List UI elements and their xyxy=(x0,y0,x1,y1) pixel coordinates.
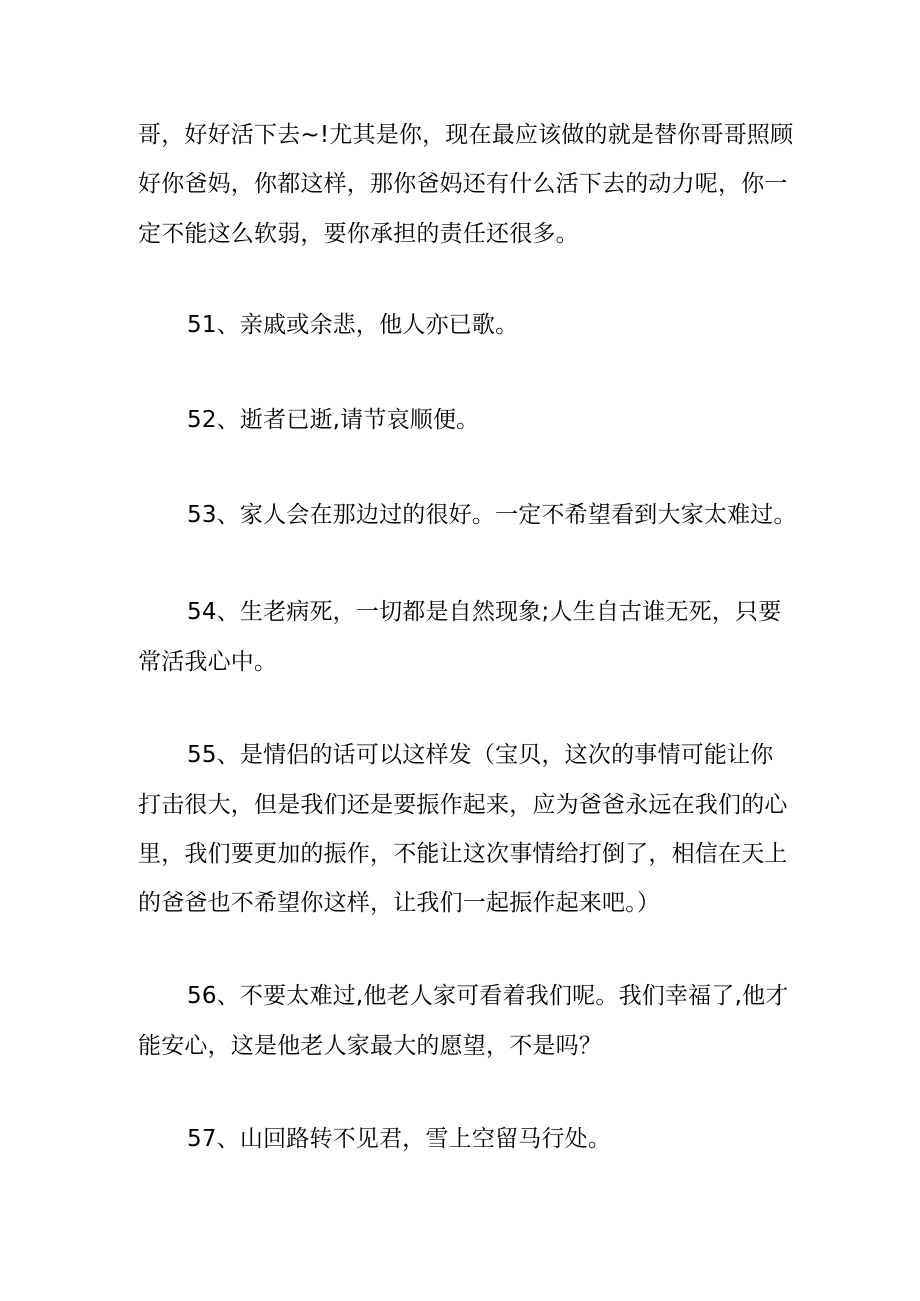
item-text: 家人会在那边过的很好。一定不希望看到大家太难过。 xyxy=(239,502,797,528)
list-item-54 xyxy=(187,597,781,627)
item-text: 生老病死，一切都是自然现象;人生自古谁无死，只要 xyxy=(239,599,782,625)
paragraph-line: 定不能这么软弱，要你承担的责任还很多。 xyxy=(138,221,579,247)
item-text: 不要太难过,他老人家可看着我们呢。我们幸福了,他才 xyxy=(239,983,789,1009)
item-text: 山回路转不见君，雪上空留马行处。 xyxy=(239,1126,612,1152)
item-continuation-line: 里，我们要更加的振作，不能让这次事情给打倒了，相信在天上 xyxy=(138,841,788,867)
list-item-55 xyxy=(187,740,773,770)
item-number: 53、 xyxy=(187,502,240,528)
item-number: 51、 xyxy=(187,312,240,338)
item-continuation-line: 能安心，这是他老人家最大的愿望，不是吗？ xyxy=(138,1033,602,1059)
item-continuation-line: 的爸爸也不希望你这样，让我们一起振作起来吧。） xyxy=(138,890,661,916)
item-text: 亲戚或余悲，他人亦已歌。 xyxy=(239,312,519,338)
item-number: 54、 xyxy=(187,599,240,625)
item-text: 逝者已逝,请节哀顺便。 xyxy=(239,407,480,433)
item-continuation-line: 打击很大，但是我们还是要振作起来，应为爸爸永远在我们的心 xyxy=(138,792,788,818)
item-continuation-line: 常活我心中。 xyxy=(138,649,278,675)
item-number: 55、 xyxy=(187,742,240,768)
list-item-53 xyxy=(187,500,797,530)
list-item-56 xyxy=(187,981,789,1011)
item-number: 52、 xyxy=(187,407,240,433)
paragraph-line: 哥，好好活下去~!尤其是你，现在最应该做的就是替你哥哥照顾 xyxy=(138,122,794,148)
item-number: 57、 xyxy=(187,1126,240,1152)
list-item-52 xyxy=(187,405,479,435)
item-number: 56、 xyxy=(187,983,240,1009)
list-item-51 xyxy=(187,310,518,340)
list-item-57 xyxy=(187,1124,611,1154)
item-text: 是情侣的话可以这样发（宝贝，这次的事情可能让你 xyxy=(239,742,774,768)
paragraph-line: 好你爸妈，你都这样，那你爸妈还有什么活下去的动力呢，你一 xyxy=(138,171,788,197)
